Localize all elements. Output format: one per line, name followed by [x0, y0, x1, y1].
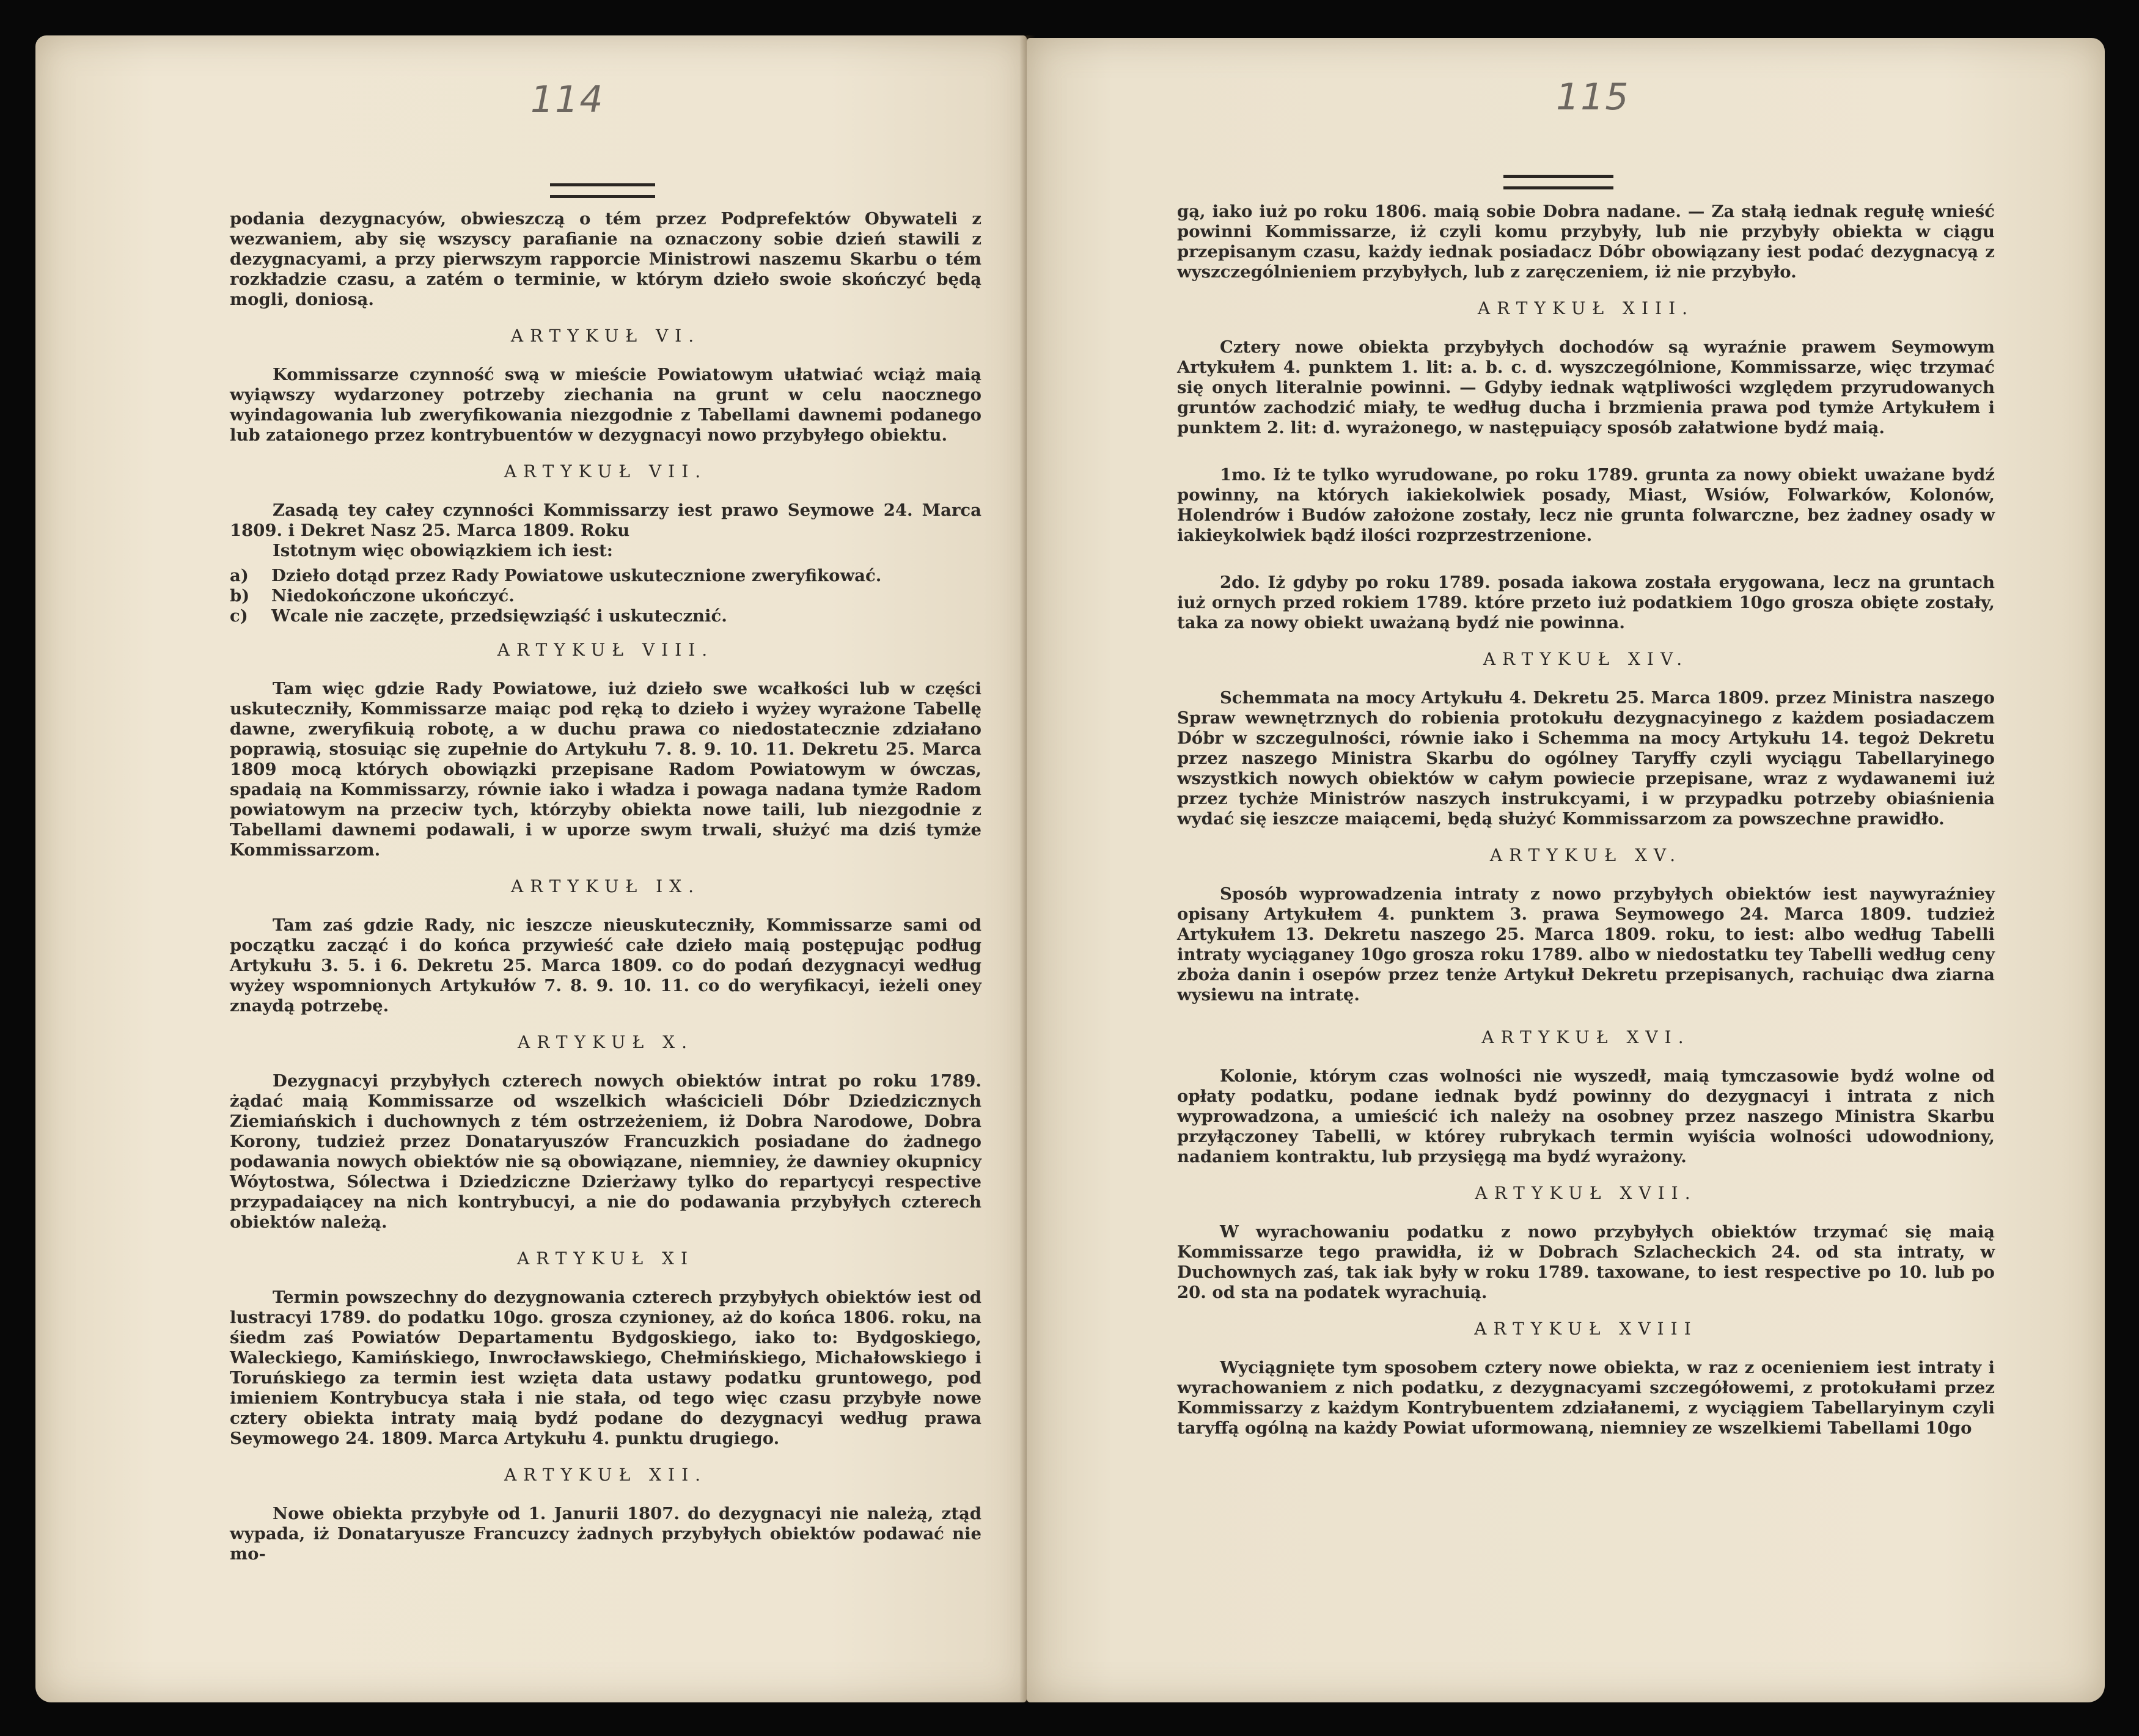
left-folio-number: 114: [530, 78, 604, 121]
article-17-heading: ARTYKUŁ XVII.: [1475, 1183, 1697, 1203]
article-14-heading: ARTYKUŁ XIV.: [1483, 649, 1689, 669]
article-11-heading: ARTYKUŁ XI: [516, 1248, 695, 1269]
article-9-text: Tam zaś gdzie Rady, nic ieszcze nieuskuteczniły, Kommissarze sami od początku zacząć i do końca przywieść całe dzieło maią postępując podług Artykułu 3. 5. i 6. Dekretu 25. Marca 1809. co do podań dezygnacyi według wyżey wspomnionych Artykułów 7. 8. 9. 10. 11. co do weryfikacyi, ieżeli oney znaydą potrzebę.: [230, 915, 981, 1016]
article-15-text: Sposób wyprowadzenia intraty z nowo przybyłych obiektów iest naywyraźniey opisany Artykułem 4. punktem 3. prawa Seymowego 24. Marca 1809. tudzież Artykułem 13. Dekretu naszego 25. Marca 1809. roku, to iest: albo według Tabelli intraty wyciąganey 10go grosza roku 1789. albo w niedostatku tey Tabelli według ceny zboża danin i osepów przez tenże Artykuł Dekretu przepisanych, rachuiąc dwa ziarna wysiewu na intratę.: [1177, 884, 1995, 1005]
right-intro-paragraph: gą, iako iuż po roku 1806. maią sobie Dobra nadane. — Za stałą iednak regułę wnieść powinni Kommissarze, iż czyli komu przybyły, lub nie przybyły obiekta w ciągu przepisanym czasu, każdy iednak posiadacz Dóbr obowiązany iest podać dezygnacyą z wyszczególnieniem przybyłych, lub z zaręczeniem, iż nie przybyło.: [1177, 202, 1995, 282]
right-folio-number: 115: [1556, 76, 1630, 119]
article-13-point-1: 1mo. Iż te tylko wyrudowane, po roku 1789. grunta za nowy obiekt uważane bydź powinny, na których iakiekolwiek posady, Miast, Wsiów, Folwarków, Kolonów, Holendrów i Budów założone zostały, lecz nie grunta folwarczne, bez żadney osady w iakieykolwiek bądź ilości rozprzestrzenione.: [1177, 465, 1995, 545]
article-18-text: Wyciągnięte tym sposobem cztery nowe obiekta, w raz z ocenieniem iest intraty i wyrachowaniem z nich podatku, z dezygnacyami szczegółowemi, z protokułami przez Kommissarzy z każdym Kontrybuentem zdziałanemi, z wyciągiem Tabellaryinym czyli taryffą ogólną na każdy Powiat uformowaną, niemniey ze wszelkiemi Tabellami 10go: [1177, 1358, 1995, 1438]
right-page: [1027, 38, 2105, 1702]
list-item: a) Dzieło dotąd przez Rady Powiatowe uskutecznione zweryfikować.: [230, 566, 882, 585]
left-header-rule: [550, 183, 655, 198]
article-7-text: Zasadą tey całey czynności Kommissarzy iest prawo Seymowe 24. Marca 1809. i Dekret Nasz 25. Marca 1809. Roku: [230, 500, 981, 540]
left-text-column: [230, 209, 981, 1564]
article-8-text: Tam więc gdzie Rady Powiatowe, iuż dzieło swe wcałkości lub w części uskuteczniły, Kommissarze maiąc pod ręką to dzieło i wyżey wyrażone Tabellę dawne, zweryfikuią robotę, a w duchu prawa co niedostatecznie zdziałano poprawią, stosuiąc się zupełnie do Artykułu 7. 8. 9. 10. 11. Dekretu 25. Marca 1809 mocą których obowiązki przepisane Radom Powiatowym w ówczas, spadaią na Kommissarzy, równie iako i władza i powaga nadana tymże Radom powiatowym na przeciw tych, którzyby obiekta nowe taili, lub niezgodnie z Tabellami dawnemi podawali, i w uporze swym trwali, służyć ma dziś tymże Kommissarzom.: [230, 679, 981, 860]
article-8-heading: ARTYKUŁ VIII.: [497, 640, 714, 660]
article-10-text: Dezygnacyi przybyłych czterech nowych obiektów intrat po roku 1789. żądać maią Kommissarze od wszelkich właścicieli Dóbr Dziedzicznych Ziemiańskich i duchownych z tém ostrzeżeniem, iż Dobra Narodowe, Dobra Korony, tudzież przez Donataryuszów Francuzkich posiadane do żadnego podawania nowych obiektów nie są obowiązane, niemniey, że dawniey okupnicy Wóytostwa, Sólectwa i Dziedziczne Dzierżawy tylko do repartycyi respective przypadaiącey na nich kontrybucyi, a nie do podawania przybyłych czterech obiektów należą.: [230, 1071, 981, 1232]
left-page: [35, 35, 1027, 1702]
article-13-point-2: 2do. Iż gdyby po roku 1789. posada iakowa została erygowana, lecz na gruntach iuż ornych przed rokiem 1789. które przeto iuż podatkiem 10go grosza obięte zostały, taka za nowy obiekt uważaną bydź nie powinna.: [1177, 573, 1995, 632]
list-item: b) Niedokończone ukończyć.: [230, 586, 515, 606]
article-12-heading: ARTYKUŁ XII.: [504, 1465, 708, 1485]
article-13-heading: ARTYKUŁ XIII.: [1477, 298, 1695, 318]
right-header-rule: [1503, 175, 1613, 189]
article-15-heading: ARTYKUŁ XV.: [1489, 845, 1682, 865]
article-7-heading: ARTYKUŁ VII.: [504, 461, 708, 482]
right-text-column: [1177, 202, 1995, 1438]
article-6-text: Kommissarze czynność swą w mieście Powiatowym ułatwiać wciąż maią wyiąwszy wydarzoney potrzeby ziechania na grunt w celu naocznego wyindagowania lub zweryfikowania niezgodnie z Tabellami dawnemi podanego lub zataionego przez kontrybuentów w dezygnacyi nowo przybyłego obiektu.: [230, 365, 981, 445]
article-13-text: Cztery nowe obiekta przybyłych dochodów są wyraźnie prawem Seymowym Artykułem 4. punktem 1. lit: a. b. c. d. wyszczególnione, Kommissarze, więc trzymać się onych literalnie powinni. — Gdyby iednak wątpliwości względem przyrudowanych gruntów zachodzić miały, te według ducha i brzmienia prawa pod tymże Artykułem i punktem 2. lit: d. wyrażonego, w następuiący sposób załatwione bydź maią.: [1177, 337, 1995, 438]
left-intro-paragraph: podania dezygnacyów, obwieszczą o tém przez Podprefektów Obywateli z wezwaniem, aby się wszyscy parafianie na oznaczony sobie dzień stawili z dezygnacyami, a przy pierwszym rapporcie Ministrowi naszemu Skarbu o tém rozkładzie czasu, a zatém o terminie, w którym dzieło swoie skończyć będą mogli, doniosą.: [230, 209, 981, 309]
article-17-text: W wyrachowaniu podatku z nowo przybyłych obiektów trzymać się maią Kommissarze tego prawidła, iż w Dobrach Szlacheckich 24. od sta intraty, w Duchownych zaś, tak iak były w roku 1789. taxowane, to iest respective po 10. lub po 20. od sta na podatek wyrachuią.: [1177, 1222, 1995, 1302]
article-18-heading: ARTYKUŁ XVIII: [1474, 1319, 1698, 1339]
article-16-heading: ARTYKUŁ XVI.: [1481, 1027, 1690, 1047]
article-11-text: Termin powszechny do dezygnowania czterech przybyłych obiektów iest od lustracyi 1789. do podatku 10go. grosza czynioney, aż do końca 1806. roku, na śiedm zaś Powiatów Departamentu Bydgoskiego, iako to: Bydgoskiego, Waleckiego, Kamińskiego, Inwrocławskiego, Chełmińskiego, Michałowskiego i Toruńskiego za termin iest wzięta data ustawy podatku gruntowego, pod imieniem Kontrybucya stała i nie stała, od tego więc czasu przybyłe nowe cztery obiekta intraty maią bydź podane do dezygnacyi według prawa Seymowego 24. 1809. Marca Artykułu 4. punktu drugiego.: [230, 1287, 981, 1448]
article-6-heading: ARTYKUŁ VI.: [510, 326, 701, 346]
article-14-text: Schemmata na mocy Artykułu 4. Dekretu 25. Marca 1809. przez Ministra naszego Spraw wewnętrznych do robienia protokułu dezygnacyinego z każdem posiadaczem Dóbr w szczegulności, równie iako i Schemma na mocy Artykułu 14. tegoż Dekretu przez naszego Ministra Skarbu do ogólney Taryffy czyli wyciągu Tabellaryinego wszystkich nowych obiektów w całym powiecie przepisane, wraz z wydawanemi iuż przez tychże Ministrów naszych instrukcyami, i w przypadku potrzeby obiaśnienia wydać się ieszcze maiącemi, będą służyć Kommissarzom za powszechne prawidło.: [1177, 688, 1995, 829]
article-16-text: Kolonie, którym czas wolności nie wyszedł, maią tymczasowie bydź wolne od opłaty podatku, podane iednak bydź powinny do dezygnacyi i intrata z nich wyprowadzona, a umieścić ich należy na osobney przez naszego Ministra Skarbu przyłączoney Tabelli, w którey rubrykach termin wyiścia wolności udowodniony, nadaniem kontraktu, lub przysięgą ma bydź wyrażony.: [1177, 1066, 1995, 1166]
article-9-heading: ARTYKUŁ IX.: [510, 876, 700, 896]
article-12-text: Nowe obiekta przybyłe od 1. Janurii 1807. do dezygnacyi nie należą, ztąd wypada, iż Donataryusze Francuzcy żadnych przybyłych obiektów podawać nie mo-: [230, 1504, 981, 1564]
list-item: c) Wcale nie zaczęte, przedsięwziąść i uskutecznić.: [230, 606, 727, 626]
article-7-lead: Istotnym więc obowiązkiem ich iest:: [273, 541, 613, 560]
article-10-heading: ARTYKUŁ X.: [518, 1032, 694, 1052]
article-7-list: [230, 566, 981, 626]
